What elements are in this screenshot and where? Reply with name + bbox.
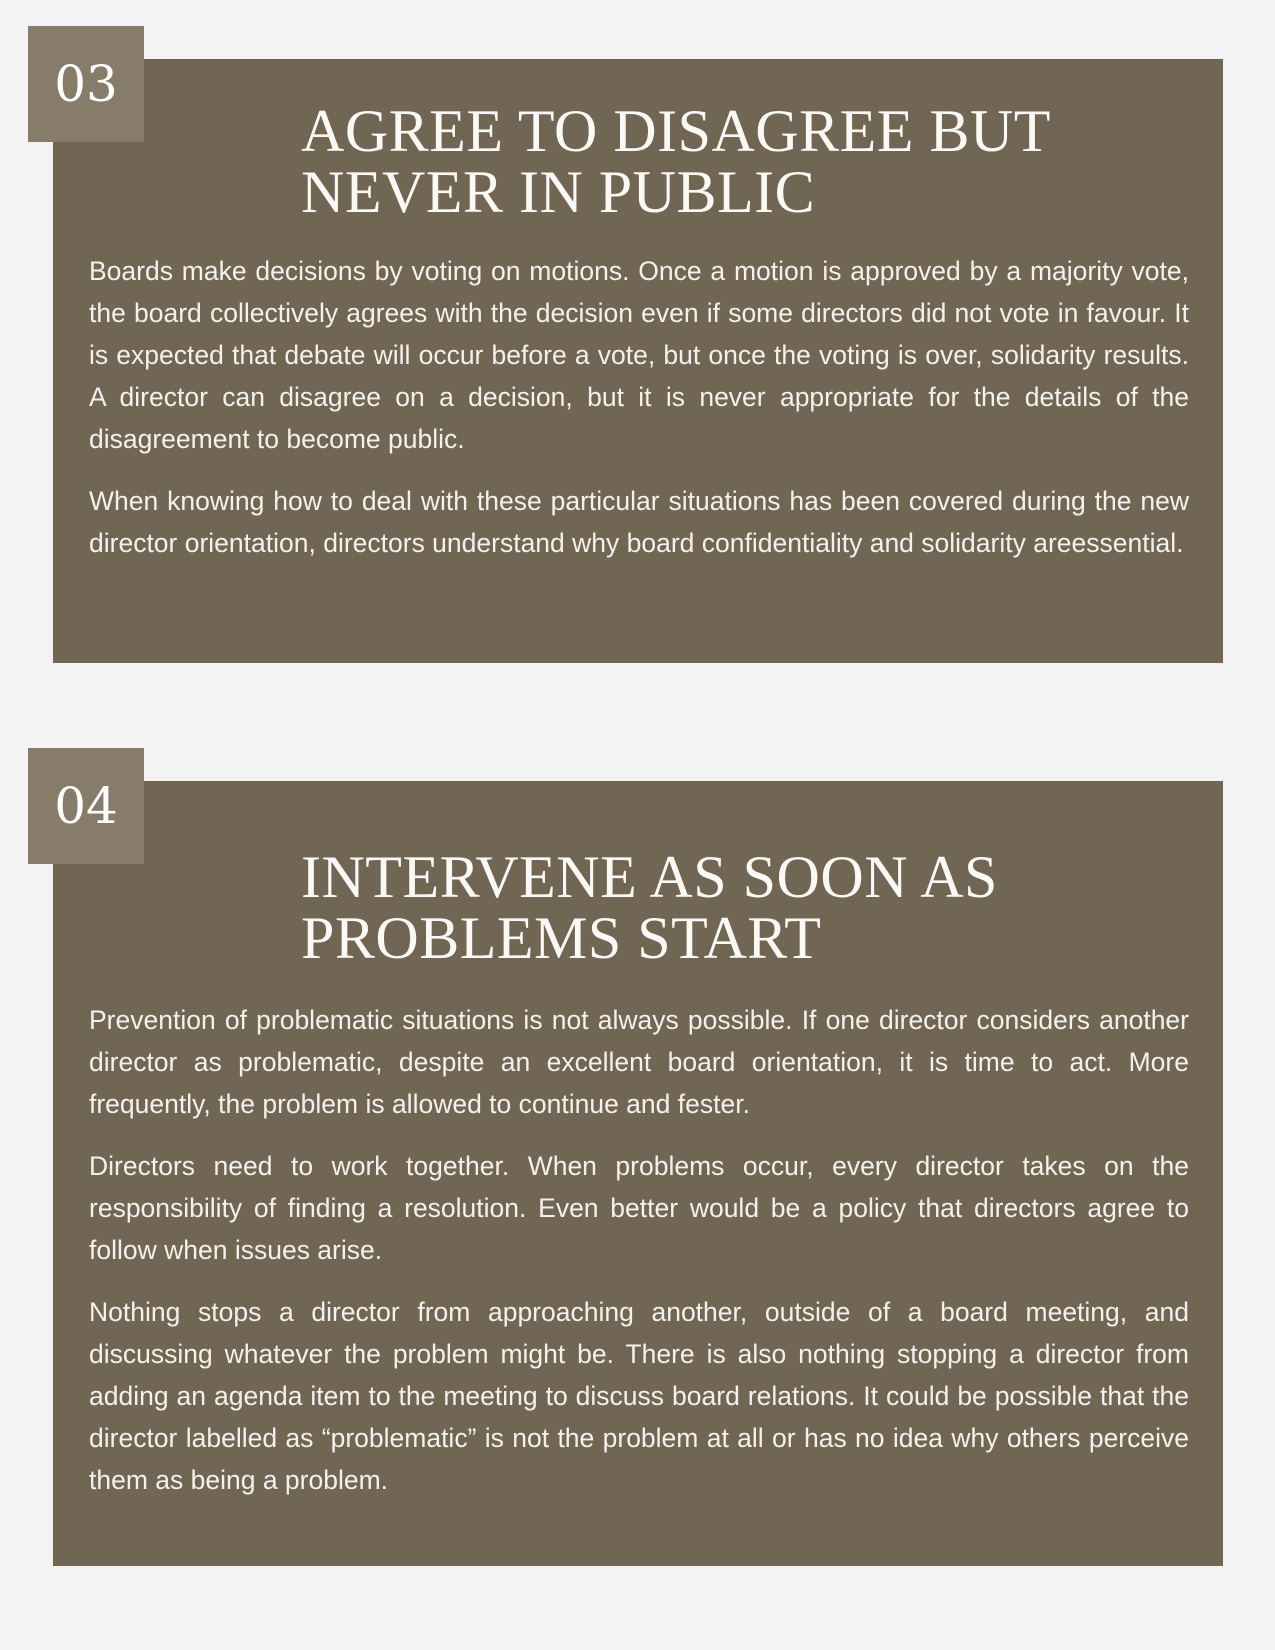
section-paragraph: Directors need to work together. When problems occur, every director takes on the responsibility of finding a resolution. Even better would be a policy that directors agree to follow when issues arise.: [89, 1151, 1189, 1265]
section-paragraph: Prevention of problematic situations is not always possible. If one director considers another director as problematic, despite an excellent board orientation, it is time to act. More frequently, the problem is allowed to continue and fester.: [89, 1005, 1189, 1119]
section-paragraph: Nothing stops a director from approaching another, outside of a board meeting, and discussing whatever the problem might be. There is also nothing stopping a director from adding an agenda item to the meeting to discuss board relations. It could be possible that the director labelled as “problematic” is not the problem at all or has no idea why others perceive them as being a problem.: [89, 1297, 1189, 1495]
section-number-badge: 04: [28, 748, 144, 864]
section-paragraph: Boards make decisions by voting on motions. Once a motion is approved by a majority vote, the board collectively agrees with the decision even if some directors did not vote in favour. It is expected that debate will occur before a vote, but once the voting is over, solidarity results. A director can disagree on a decision, but it is never appropriate for the details of the disagreement to become public.: [89, 256, 1189, 454]
section-title: AGREE TO DISAGREE BUT NEVER IN PUBLIC: [301, 98, 1050, 225]
section-paragraph: When knowing how to deal with these particular situations has been covered during the new director orientation, directors understand why board confidentiality and solidarity areessential.: [89, 486, 1189, 558]
section-title: INTERVENE AS SOON AS PROBLEMS START: [301, 844, 998, 971]
section-card: [53, 59, 1223, 663]
section-number-badge: 03: [28, 26, 144, 142]
section-card: [53, 781, 1223, 1566]
